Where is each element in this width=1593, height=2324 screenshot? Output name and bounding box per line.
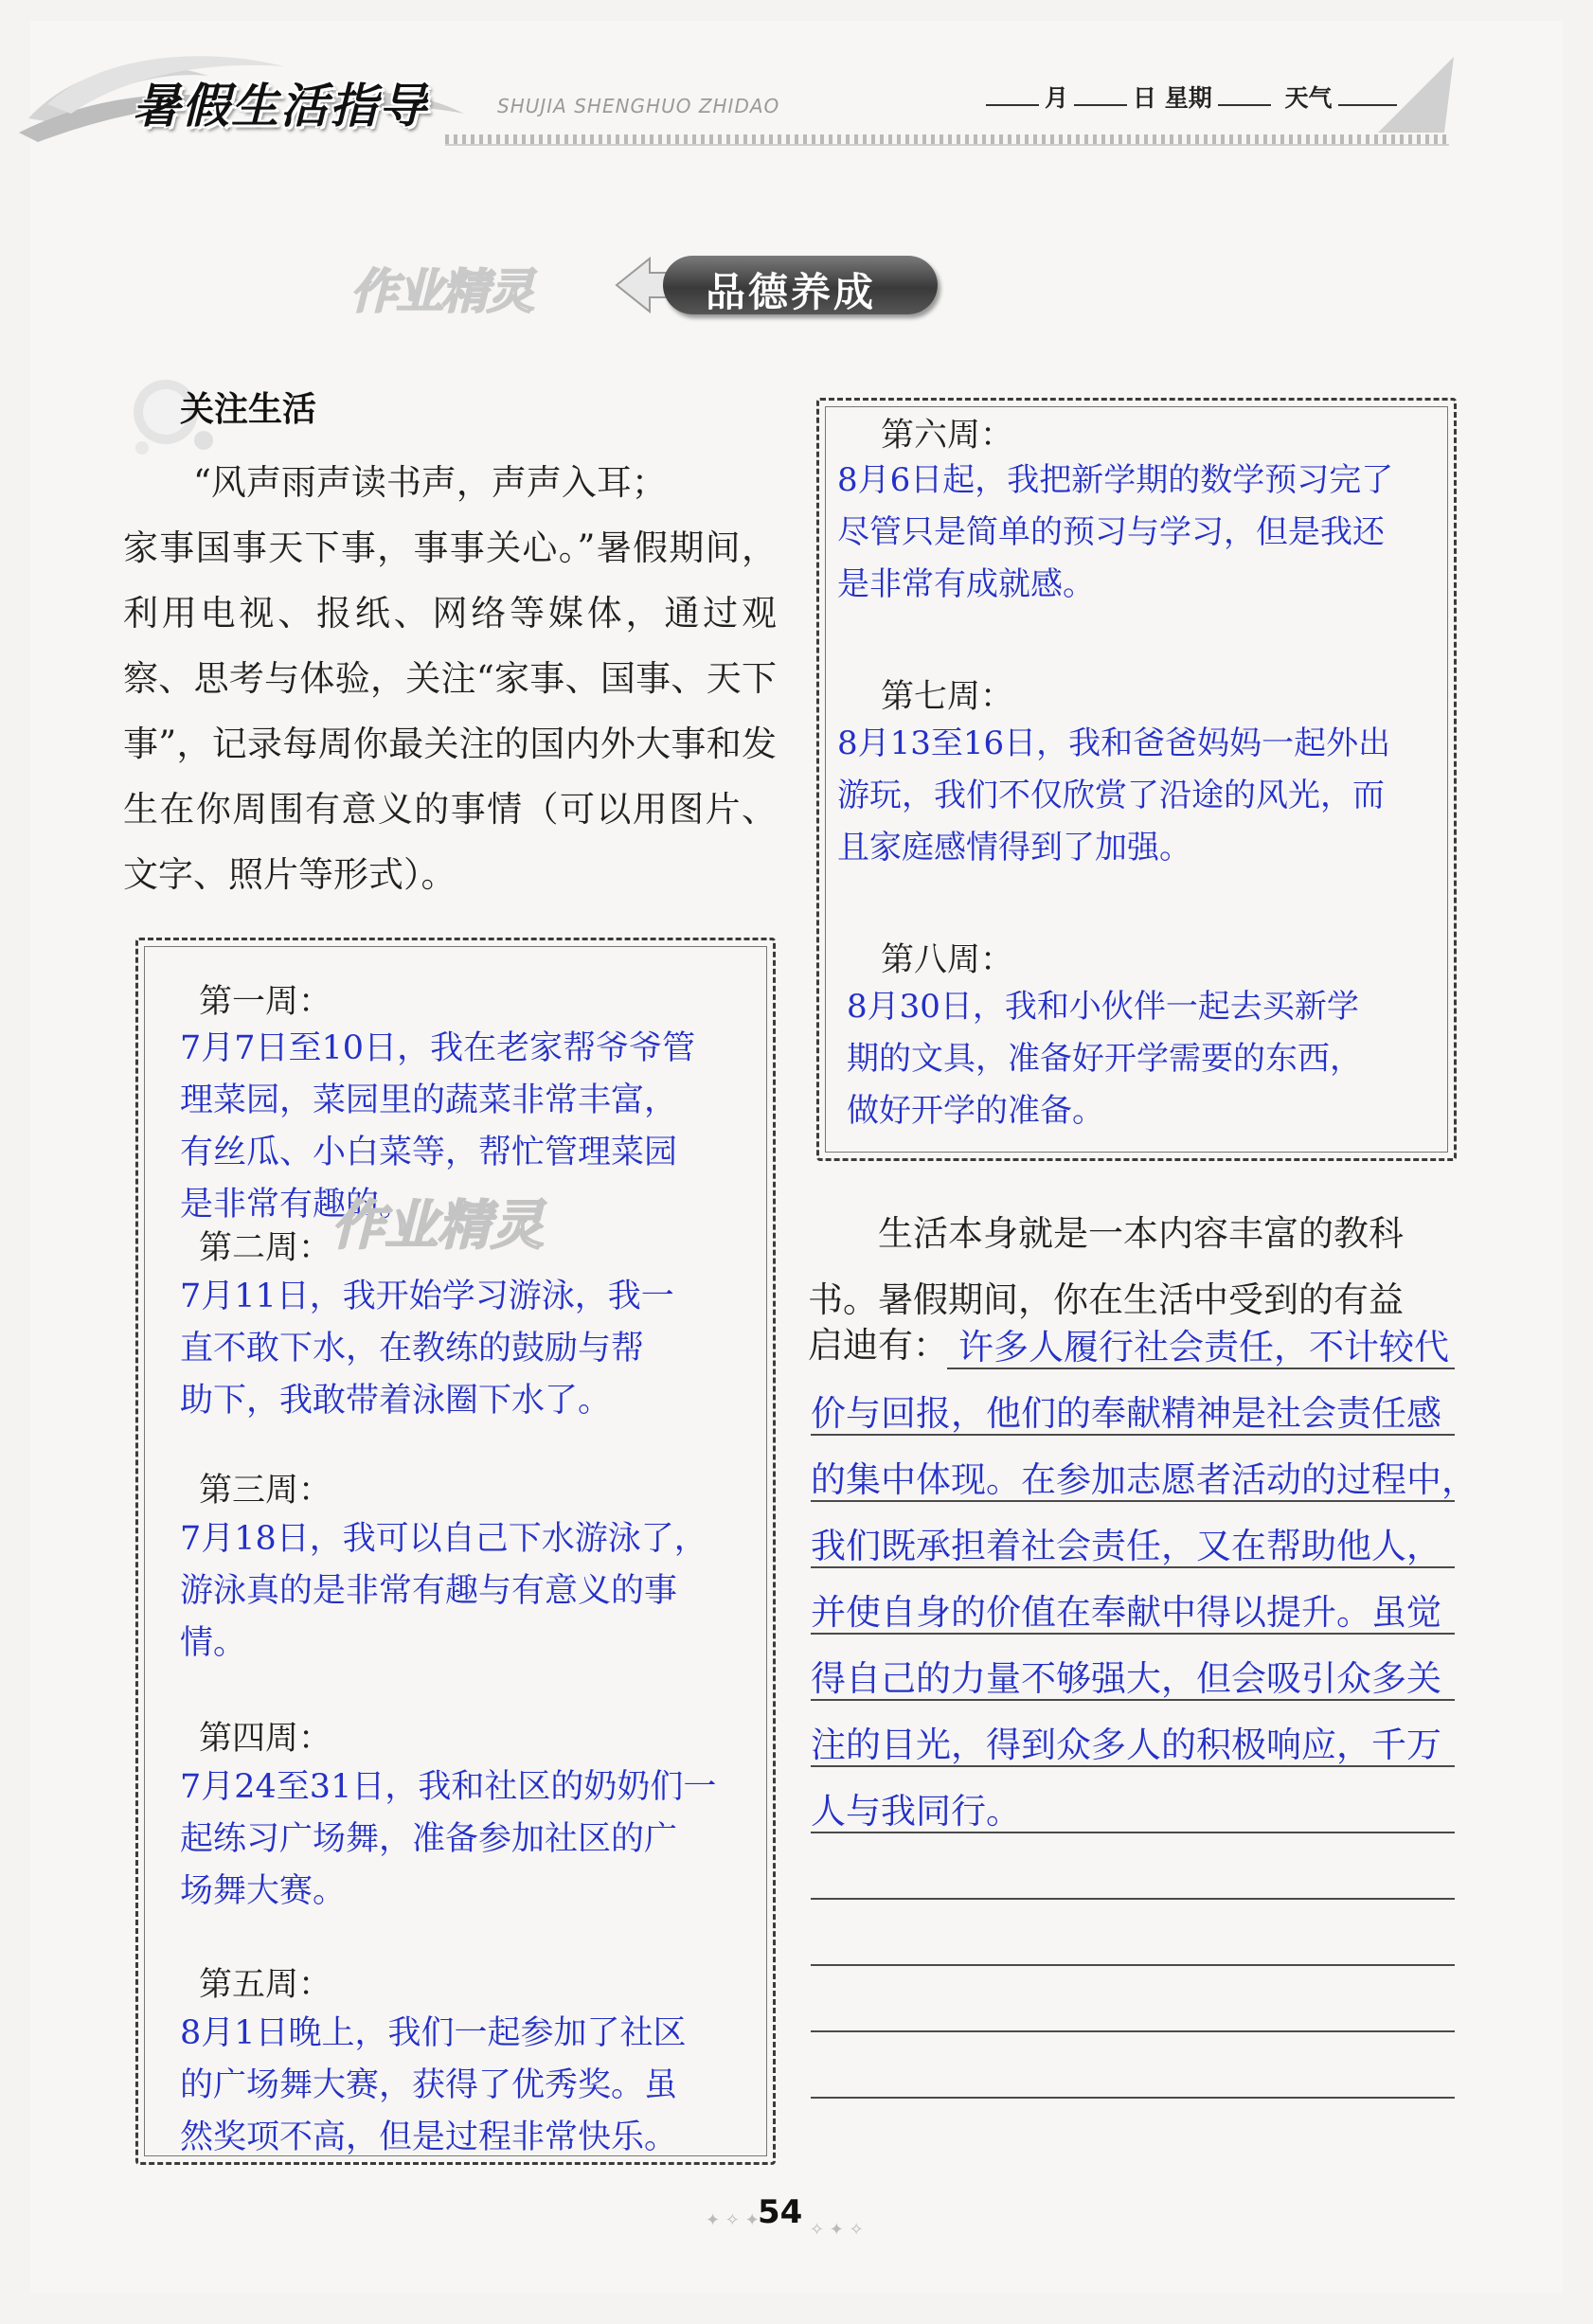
weekday-blank[interactable] xyxy=(1218,104,1271,106)
header-rule-dotted xyxy=(445,134,1449,144)
month-label: 月 xyxy=(1045,84,1069,112)
answer-line-3-text[interactable]: 的集中体现。在参加志愿者活动的过程中， xyxy=(811,1459,1477,1500)
header-date-fields xyxy=(980,80,1403,114)
watermark-text: 作业精灵 xyxy=(350,264,532,319)
week-5-entry[interactable]: 8月1日晚上，我们一起参加了社区 的广场舞大赛，获得了优秀奖。虽 然奖项不高，但是过程非常快乐。 xyxy=(180,2014,687,2156)
answer-line-1 xyxy=(947,1368,1455,1369)
week-4-label: 第四周： xyxy=(199,1720,332,1758)
reflection-prompt xyxy=(808,1201,1461,1333)
answer-line-3 xyxy=(811,1500,1455,1502)
reflection-prompt-line-1: 生活本身就是一本内容丰富的教科 xyxy=(878,1213,1404,1254)
reflection-prompt-line-2: 书。暑假期间，你在生活中受到的有益 xyxy=(808,1279,1404,1320)
answer-line-12[interactable] xyxy=(811,2097,1455,2099)
day-label: 日 xyxy=(1133,84,1157,112)
answer-line-4-text[interactable]: 我们既承担着社会责任，又在帮助他人， xyxy=(811,1526,1441,1566)
answer-line-7 xyxy=(811,1765,1455,1767)
header-title: 暑假生活指导 xyxy=(133,79,428,134)
week-2-label: 第二周： xyxy=(199,1229,332,1267)
answer-line-4 xyxy=(811,1566,1455,1568)
section-banner xyxy=(663,256,938,314)
intro-paragraph xyxy=(123,450,777,907)
answer-line-6 xyxy=(811,1699,1455,1701)
week-6-label: 第六周： xyxy=(881,417,1014,455)
month-blank[interactable] xyxy=(986,104,1039,106)
week-7-label: 第七周： xyxy=(881,678,1014,716)
answer-line-1-text[interactable]: 许多人履行社会责任，不计较代 xyxy=(958,1327,1449,1368)
answer-line-2 xyxy=(811,1434,1455,1436)
header-rule xyxy=(445,144,1449,146)
week-3-label: 第三周： xyxy=(199,1472,332,1510)
week-1-label: 第一周： xyxy=(199,983,332,1021)
week-2-entry[interactable]: 7月11日，我开始学习游泳，我一 直不敢下水，在教练的鼓励与帮 助下，我敢带着泳圈下水了。 xyxy=(180,1278,674,1420)
subsection-title: 关注生活 xyxy=(180,389,317,429)
svg-text:✧ ✦ ✧: ✧ ✦ ✧ xyxy=(810,2220,864,2240)
answer-line-5-text[interactable]: 并使自身的价值在奉献中得以提升。虽觉 xyxy=(811,1592,1441,1633)
week-7-entry[interactable]: 8月13至16日，我和爸爸妈妈一起外出 游玩，我们不仅欣赏了沿途的风光，而 且家庭感情得到了加强。 xyxy=(837,724,1391,867)
header-pinyin: SHUJIA SHENGHUO ZHIDAO xyxy=(497,95,780,117)
page-number: 54 xyxy=(758,2193,803,2231)
week-1-entry[interactable]: 7月7日至10日，我在老家帮爷爷管 理菜园，菜园里的蔬菜非常丰富， 有丝瓜、小白菜等，帮忙管理菜园 是非常有趣的。 xyxy=(180,1029,696,1224)
week-4-entry[interactable]: 7月24至31日，我和社区的奶奶们一 起练习广场舞，准备参加社区的广 场舞大赛。 xyxy=(180,1768,717,1910)
week-5-label: 第五周： xyxy=(199,1966,332,2004)
answer-line-8 xyxy=(811,1832,1455,1833)
svg-text:✦ ✧ ✦: ✦ ✧ ✦ xyxy=(706,2210,760,2230)
week-8-label: 第八周： xyxy=(881,941,1014,979)
answer-line-10[interactable] xyxy=(811,1964,1455,1966)
week-6-entry[interactable]: 8月6日起，我把新学期的数学预习完了 尽管只是简单的预习与学习，但是我还 是非常有成就感。 xyxy=(837,461,1394,603)
answer-line-11[interactable] xyxy=(811,2030,1455,2032)
week-8-entry[interactable]: 8月30日，我和小伙伴一起去买新学 期的文具，准备好开学需要的东西， 做好开学的准备。 xyxy=(847,988,1362,1130)
intro-line-1: “风声雨声读书声，声声入耳； xyxy=(193,462,667,503)
answer-line-9[interactable] xyxy=(811,1898,1455,1900)
answer-line-7-text[interactable]: 注的目光，得到众多人的积极响应，千万 xyxy=(811,1725,1441,1765)
header-wedge-icon xyxy=(1378,57,1454,133)
answer-line-8-text[interactable]: 人与我同行。 xyxy=(811,1791,1021,1832)
week-3-entry[interactable]: 7月18日，我可以自己下水游泳了， 游泳真的是非常有趣与有意义的事 情。 xyxy=(180,1520,707,1662)
section-banner-label: 品德养成 xyxy=(706,269,877,315)
day-blank[interactable] xyxy=(1074,104,1127,106)
watermark-mid-text: 作业精灵 xyxy=(331,1195,544,1257)
reflection-lead: 启迪有： xyxy=(808,1325,948,1366)
answer-line-5 xyxy=(811,1633,1455,1635)
weekday-label: 星期 xyxy=(1164,84,1212,112)
answer-line-6-text[interactable]: 得自己的力量不够强大，但会吸引众多关 xyxy=(811,1658,1441,1699)
answer-line-2-text[interactable]: 价与回报，他们的奉献精神是社会责任感 xyxy=(811,1393,1441,1434)
intro-rest: 家事国事天下事，事事关心。”暑假期间，利用电视、报纸、网络等媒体，通过观察、思考与体验，关注“家事、国事、天下事”，记录每周你最关注的国内外大事和发生在你周围有意义的事情（可以用图片、文字、照片等形式）。 xyxy=(123,527,777,895)
weather-label: 天气 xyxy=(1284,84,1333,112)
